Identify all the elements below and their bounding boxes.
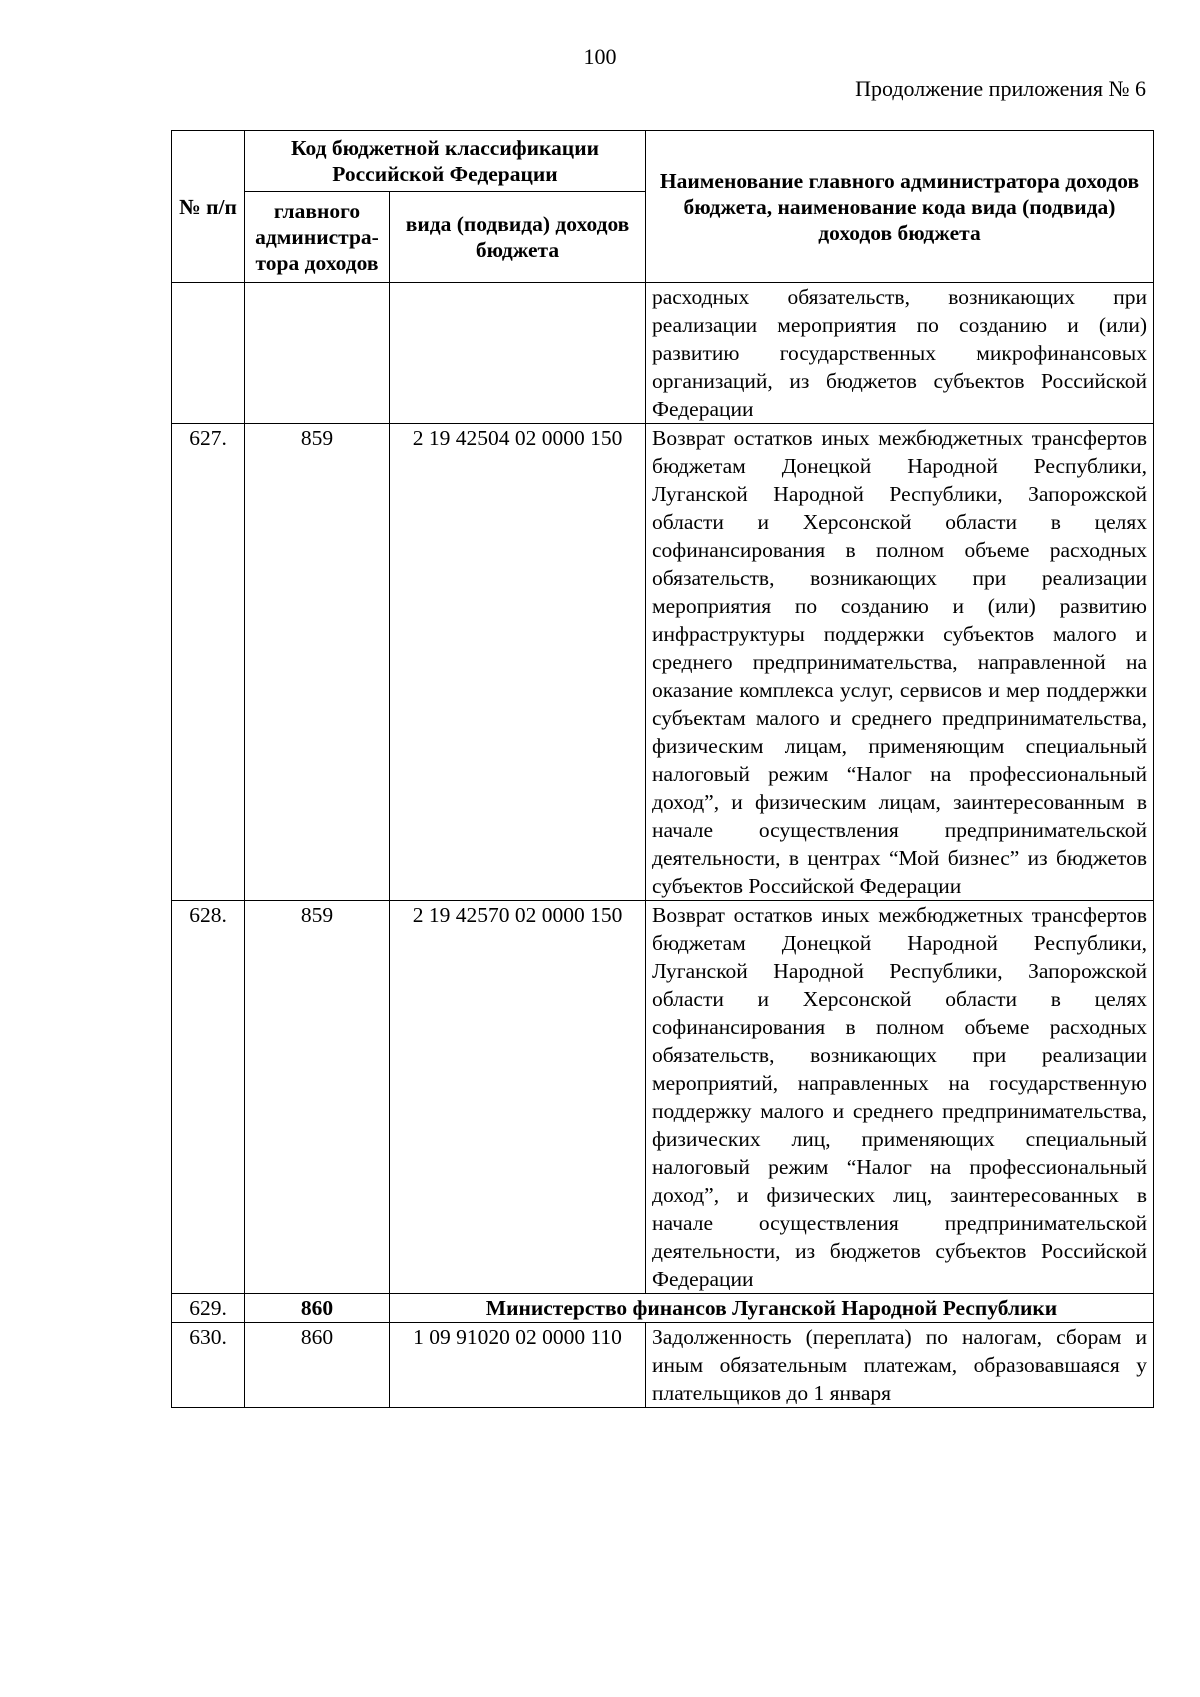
page-number: 100 <box>583 44 617 69</box>
row-number: 630. <box>172 1323 245 1408</box>
header-classification-code: Код бюджетной классификации Российской Федерации <box>245 131 646 192</box>
row-number: 629. <box>172 1294 245 1323</box>
table-row <box>172 424 1154 901</box>
admin-code: 860 <box>245 1323 390 1408</box>
administrator-title: Министерство финансов Луганской Народной Республики <box>390 1294 1154 1323</box>
section-row <box>172 1294 1154 1323</box>
header-administrator-code: главного администра-тора доходов <box>245 192 390 283</box>
income-name: Задолженность (переплата) по налогам, сборам и иным обязательным платежам, образовавшаяся у плательщиков до 1 января <box>646 1323 1154 1408</box>
admin-code <box>245 283 390 424</box>
income-name: Возврат остатков иных межбюджетных трансфертов бюджетам Донецкой Народной Республики, Луганской Народной Республики, Запорожской области и Херсонской области в целях софинансирования в полном объеме расходных обязательств, возникающих при реализации мероприятий, направленных на государственную поддержку малого и среднего предпринимательства, физических лиц, применяющих специальный налоговый режим “Налог на профессиональный доход”, и физических лиц, заинтересованных в начале осуществления предпринимательской деятельности, из бюджетов субъектов Российской Федерации <box>646 901 1154 1294</box>
income-name: расходных обязательств, возникающих при реализации мероприятия по созданию и (или) развитию государственных микрофинансовых организаций, из бюджетов субъектов Российской Федерации <box>646 283 1154 424</box>
table-header <box>172 131 1154 283</box>
appendix-continuation-label: Продолжение приложения № 6 <box>855 76 1146 101</box>
income-name: Возврат остатков иных межбюджетных трансфертов бюджетам Донецкой Народной Республики, Луганской Народной Республики, Запорожской области и Херсонской области в целях софинансирования в полном объеме расходных обязательств, возникающих при реализации мероприятия по созданию и (или) развитию инфраструктуры поддержки субъектов малого и среднего предпринимательства, направленной на оказание комплекса услуг, сервисов и мер поддержки субъектам малого и среднего предпринимательства, физическим лицам, применяющим специальный налоговый режим “Налог на профессиональный доход”, и физическим лицам, заинтересованным в начале осуществления предпринимательской деятельности, в центрах “Мой бизнес” из бюджетов субъектов Российской Федерации <box>646 424 1154 901</box>
admin-code: 860 <box>245 1294 390 1323</box>
header-number: № п/п <box>172 131 245 283</box>
row-number <box>172 283 245 424</box>
admin-code: 859 <box>245 901 390 1294</box>
header-income-type-code: вида (подвида) доходов бюджета <box>390 192 646 283</box>
budget-classification-table <box>171 130 1154 1408</box>
table-body <box>172 283 1154 1408</box>
income-code <box>390 283 646 424</box>
admin-code: 859 <box>245 424 390 901</box>
row-number: 628. <box>172 901 245 1294</box>
table-row <box>172 283 1154 424</box>
income-code: 2 19 42570 02 0000 150 <box>390 901 646 1294</box>
table-row <box>172 1323 1154 1408</box>
income-code: 1 09 91020 02 0000 110 <box>390 1323 646 1408</box>
header-administrator-name: Наименование главного администратора доходов бюджета, наименование кода вида (подвида) доходов бюджета <box>646 131 1154 283</box>
row-number: 627. <box>172 424 245 901</box>
income-code: 2 19 42504 02 0000 150 <box>390 424 646 901</box>
table-row <box>172 901 1154 1294</box>
